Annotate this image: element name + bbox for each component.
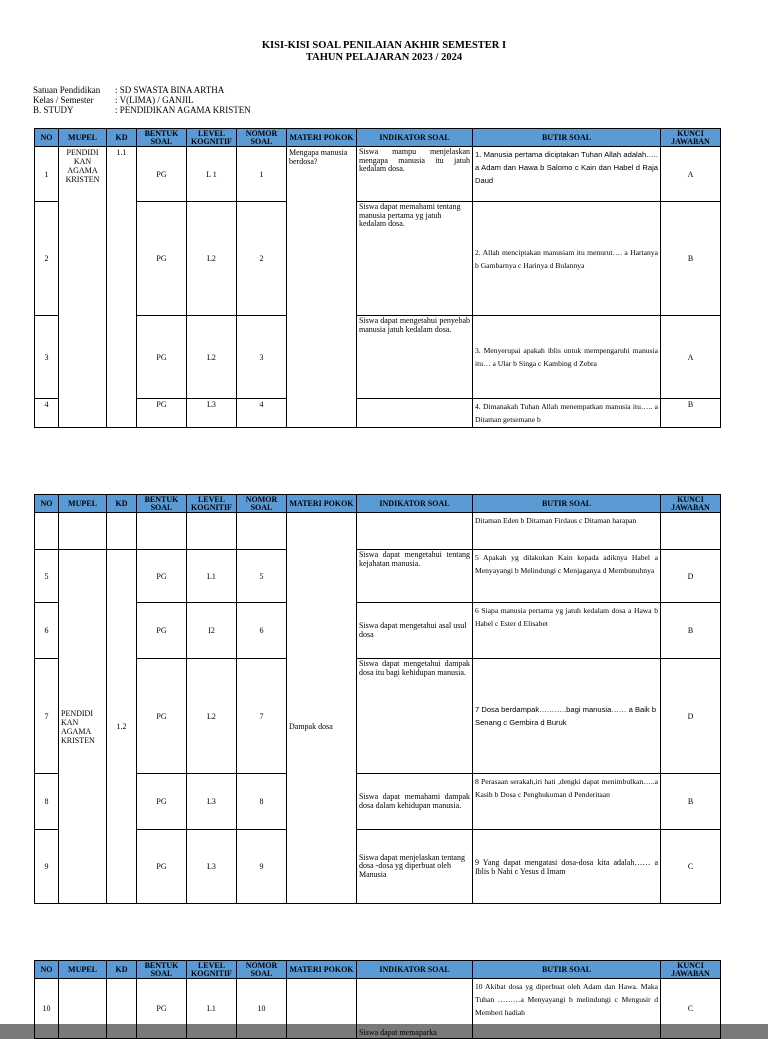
cell-indikator: Siswa dapat mengetahui penyebab manusia jatuh kedalam dosa. bbox=[357, 316, 473, 399]
cell-nomor bbox=[237, 513, 287, 550]
col-header-materi: MATERI POKOK bbox=[287, 961, 357, 979]
col-header-indikator: INDIKATOR SOAL bbox=[357, 495, 473, 513]
col-header-kunci: KUNCI JAWABAN bbox=[661, 495, 721, 513]
cell-nomor: 1 bbox=[237, 147, 287, 202]
cell-indikator: Siswa dapat menjelaskan tentang dosa -dosa yg diperbuat oleh Manusia bbox=[357, 830, 473, 904]
cell-level: L3 bbox=[187, 774, 237, 830]
cell-bentuk: PG bbox=[137, 399, 187, 428]
table-header-row bbox=[35, 129, 721, 147]
col-header-butir: BUTIR SOAL bbox=[473, 961, 661, 979]
cell-bentuk: PG bbox=[137, 603, 187, 659]
cell-nomor: 2 bbox=[237, 202, 287, 316]
col-header-butir: BUTIR SOAL bbox=[473, 495, 661, 513]
col-header-mupel: MUPEL bbox=[59, 961, 107, 979]
col-header-no: NO bbox=[35, 961, 59, 979]
cell-no bbox=[35, 513, 59, 550]
cell-kunci: B bbox=[661, 399, 721, 428]
cell-butir: Ditaman Eden b Ditaman Firdaus c Ditaman harapan bbox=[473, 513, 661, 550]
cell-kd bbox=[107, 979, 137, 1039]
cell-level: L2 bbox=[187, 316, 237, 399]
cell-level: L2 bbox=[187, 659, 237, 774]
cell-butir: 2. Allah menciptakan manusiam itu menurut…. a Hartanya b Gambarnya c Harinya d Bulannya bbox=[473, 202, 661, 316]
cell-no: 10 bbox=[35, 979, 59, 1039]
col-header-level: LEVEL KOGNITIF bbox=[187, 961, 237, 979]
cell-kunci: B bbox=[661, 774, 721, 830]
cell-nomor: 4 bbox=[237, 399, 287, 428]
table-row bbox=[35, 316, 721, 399]
cell-kunci: B bbox=[661, 202, 721, 316]
cell-butir: 5 Apakah yg dilakukan Kain kepada adiknya Habel a Menyayangi b Melindungi c Menjaganya d Membunuhnya bbox=[473, 550, 661, 603]
col-header-indikator: INDIKATOR SOAL bbox=[357, 129, 473, 147]
table-row bbox=[35, 202, 721, 316]
cell-indikator: Siswa dapat mengetahui asal usul dosa bbox=[357, 603, 473, 659]
cell-level bbox=[187, 513, 237, 550]
kisi-table-2 bbox=[34, 494, 721, 904]
cell-level: L2 bbox=[187, 202, 237, 316]
meta-value: : PENDIDIKAN AGAMA KRISTEN bbox=[115, 105, 251, 115]
col-header-kd: KD bbox=[107, 129, 137, 147]
cell-butir: 6 Siapa manusia pertama yg jatuh kedalam dosa a Hawa b Habel c Ester d Elisabet bbox=[473, 603, 661, 659]
col-header-nomor: NOMOR SOAL bbox=[237, 495, 287, 513]
meta-class bbox=[33, 95, 194, 105]
cell-kunci: C bbox=[661, 830, 721, 904]
cell-butir: 4. Dimanakah Tuhan Allah menempatkan manusia itu….. a Ditaman getsemane b bbox=[473, 399, 661, 428]
cell-kunci: B bbox=[661, 603, 721, 659]
cell-indikator: Siswa dapat mengetahui dampak dosa itu bagi kehidupan manusia. bbox=[357, 659, 473, 774]
cell-no: 7 bbox=[35, 659, 59, 774]
cell-butir: 10 Akibat dosa yg diperbuat oleh Adam dan Hawa. Maka Tuhan ………a Menyayangi b melindungi c Mengusir d Memberi hadiah bbox=[473, 979, 661, 1039]
cell-kd bbox=[107, 513, 137, 550]
table-row bbox=[35, 830, 721, 904]
kisi-table-3 bbox=[34, 960, 721, 1039]
cell-kunci: D bbox=[661, 659, 721, 774]
col-header-mupel: MUPEL bbox=[59, 129, 107, 147]
cell-nomor: 6 bbox=[237, 603, 287, 659]
table-row bbox=[35, 550, 721, 603]
cell-butir: 3. Menyerupai apakah iblis untuk mempengaruhi manusia itu… a Ular b Singa c Kambing d Zebra bbox=[473, 316, 661, 399]
col-header-bentuk: BENTUK SOAL bbox=[137, 129, 187, 147]
cell-level: L3 bbox=[187, 830, 237, 904]
meta-subject bbox=[33, 105, 251, 115]
col-header-materi: MATERI POKOK bbox=[287, 495, 357, 513]
cell-level: L1 bbox=[187, 979, 237, 1039]
cell-bentuk: PG bbox=[137, 659, 187, 774]
meta-label: B. STUDY bbox=[33, 105, 74, 115]
cell-level: L3 bbox=[187, 399, 237, 428]
cell-kunci: D bbox=[661, 550, 721, 603]
col-header-mupel: MUPEL bbox=[59, 495, 107, 513]
meta-value: : SD SWASTA BINA ARTHA bbox=[115, 85, 225, 95]
cell-mupel: PENDIDI KAN AGAMA KRISTEN bbox=[59, 550, 107, 904]
cell-materi: Dampak dosa bbox=[287, 550, 357, 904]
cell-kunci: A bbox=[661, 316, 721, 399]
cell-no: 1 bbox=[35, 147, 59, 202]
cell-nomor: 10 bbox=[237, 979, 287, 1039]
cell-no: 2 bbox=[35, 202, 59, 316]
cell-no: 3 bbox=[35, 316, 59, 399]
table-row bbox=[35, 147, 721, 202]
kisi-table-1 bbox=[34, 128, 721, 428]
col-header-no: NO bbox=[35, 129, 59, 147]
table-row bbox=[35, 603, 721, 659]
table-header-row bbox=[35, 961, 721, 979]
col-header-kd: KD bbox=[107, 961, 137, 979]
cell-no: 4 bbox=[35, 399, 59, 428]
cell-no: 8 bbox=[35, 774, 59, 830]
col-header-kunci: KUNCI JAWABAN bbox=[661, 129, 721, 147]
cell-mupel: PENDIDI KAN AGAMA KRISTEN bbox=[59, 147, 107, 428]
table-row bbox=[35, 659, 721, 774]
cell-nomor: 8 bbox=[237, 774, 287, 830]
col-header-level: LEVEL KOGNITIF bbox=[187, 129, 237, 147]
cell-nomor: 3 bbox=[237, 316, 287, 399]
cell-nomor: 9 bbox=[237, 830, 287, 904]
cell-butir: 8 Perasaan serakah,iri hati ,dengki dapat menimbulkan…..a Kasih b Dosa c Penghukuman d Penderitaan bbox=[473, 774, 661, 830]
cell-indikator: Siswa dapat memahami dampak dosa dalam kehidupan manusia. bbox=[357, 774, 473, 830]
col-header-kunci: KUNCI JAWABAN bbox=[661, 961, 721, 979]
cell-bentuk bbox=[137, 513, 187, 550]
cell-no: 9 bbox=[35, 830, 59, 904]
table-header-row bbox=[35, 495, 721, 513]
meta-value: : V(LIMA) / GANJIL bbox=[115, 95, 194, 105]
col-header-bentuk: BENTUK SOAL bbox=[137, 961, 187, 979]
cell-indikator: Siswa dapat memaparka bbox=[357, 979, 473, 1039]
cell-butir: 9 Yang dapat mengatasi dosa-dosa kita adalah…… a Iblis b Nabi c Yesus d Imam bbox=[473, 830, 661, 904]
cell-kd: 1.1 bbox=[107, 147, 137, 428]
cell-kunci: C bbox=[661, 979, 721, 1039]
table-row bbox=[35, 774, 721, 830]
cell-materi: Mengapa manusia berdosa? bbox=[287, 147, 357, 428]
cell-bentuk: PG bbox=[137, 774, 187, 830]
cell-indikator: Siswa dapat mengetahui tentang kejahatan manusia. bbox=[357, 550, 473, 603]
col-header-butir: BUTIR SOAL bbox=[473, 129, 661, 147]
cell-bentuk: PG bbox=[137, 550, 187, 603]
document-subtitle: TAHUN PELAJARAN 2023 / 2024 bbox=[305, 52, 463, 63]
col-header-materi: MATERI POKOK bbox=[287, 129, 357, 147]
cell-kd: 1.2 bbox=[107, 550, 137, 904]
table-row bbox=[35, 399, 721, 428]
meta-label: Kelas / Semester bbox=[33, 95, 94, 105]
meta-label: Satuan Pendidikan bbox=[33, 85, 101, 95]
cell-kunci: A bbox=[661, 147, 721, 202]
cell-indikator bbox=[357, 513, 473, 550]
cell-indikator bbox=[357, 399, 473, 428]
col-header-level: LEVEL KOGNITIF bbox=[187, 495, 237, 513]
cell-level: L1 bbox=[187, 550, 237, 603]
cell-level: L 1 bbox=[187, 147, 237, 202]
cell-kunci bbox=[661, 513, 721, 550]
cell-bentuk: PG bbox=[137, 202, 187, 316]
cell-bentuk: PG bbox=[137, 316, 187, 399]
cell-indikator: Siswa dapat memahami tentang manusia pertama yg jatuh kedalam dosa. bbox=[357, 202, 473, 316]
cell-bentuk: PG bbox=[137, 147, 187, 202]
col-header-indikator: INDIKATOR SOAL bbox=[357, 961, 473, 979]
cell-materi bbox=[287, 513, 357, 550]
col-header-nomor: NOMOR SOAL bbox=[237, 961, 287, 979]
cell-nomor: 5 bbox=[237, 550, 287, 603]
cell-mupel bbox=[59, 979, 107, 1039]
cell-level: I2 bbox=[187, 603, 237, 659]
meta-school bbox=[33, 85, 224, 95]
cell-materi bbox=[287, 979, 357, 1039]
cell-indikator: Siswa mampu menjelaskan mengapa manusia itu jatuh kedalam dosa. bbox=[357, 147, 473, 202]
col-header-bentuk: BENTUK SOAL bbox=[137, 495, 187, 513]
cell-no: 6 bbox=[35, 603, 59, 659]
cell-bentuk: PG bbox=[137, 830, 187, 904]
table-row bbox=[35, 979, 721, 1039]
cell-bentuk: PG bbox=[137, 979, 187, 1039]
col-header-kd: KD bbox=[107, 495, 137, 513]
cell-mupel bbox=[59, 513, 107, 550]
col-header-nomor: NOMOR SOAL bbox=[237, 129, 287, 147]
cell-butir: 1. Manusia pertama diciptakan Tuhan Allah adalah….. a Adam dan Hawa b Salomo c Kain dan Habel d Raja Daud bbox=[473, 147, 661, 202]
document-title: KISI-KISI SOAL PENILAIAN AKHIR SEMESTER I bbox=[261, 40, 507, 51]
cell-butir: 7 Dosa berdampak………..bagi manusia…… a Baik b Senang c Gembira d Buruk bbox=[473, 659, 661, 774]
col-header-no: NO bbox=[35, 495, 59, 513]
cell-nomor: 7 bbox=[237, 659, 287, 774]
cell-no: 5 bbox=[35, 550, 59, 603]
table-row-continuation bbox=[35, 513, 721, 550]
